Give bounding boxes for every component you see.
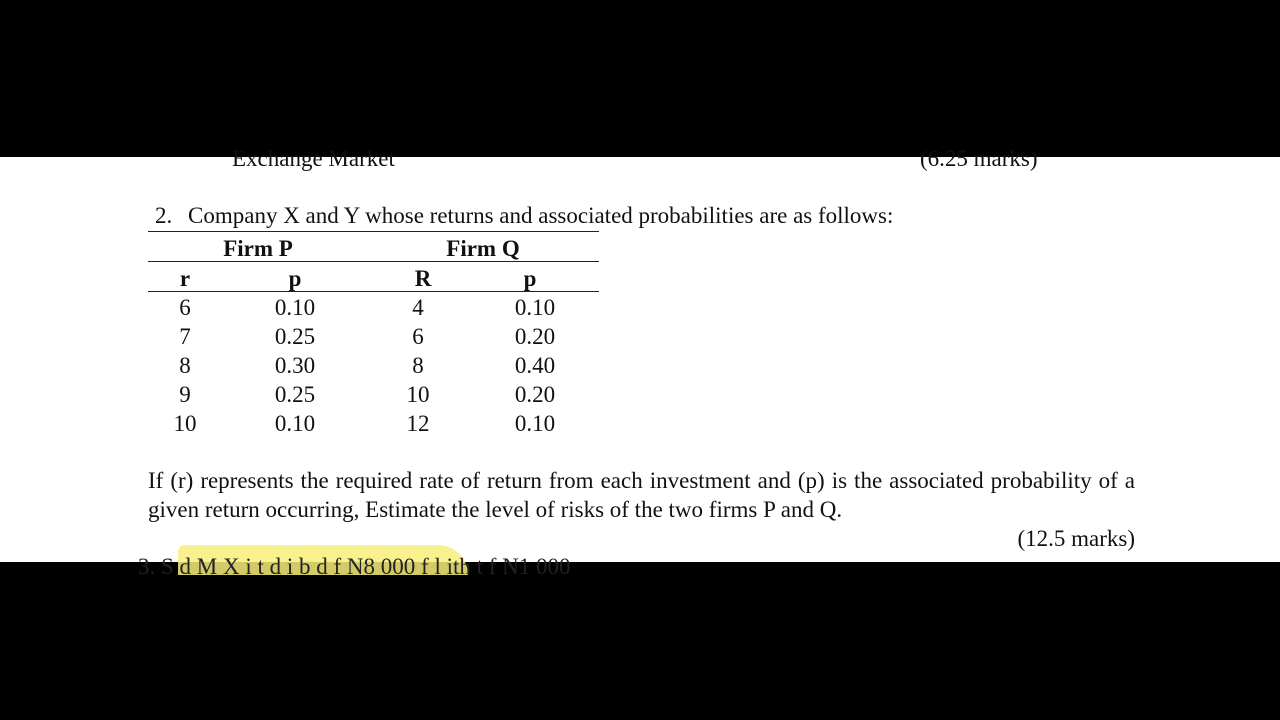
cell-p: 0.25 <box>274 324 316 349</box>
cell-p-q: 0.40 <box>514 353 556 378</box>
table-column-rule <box>148 291 599 292</box>
table-header-rule <box>148 261 599 262</box>
cell-p: 0.30 <box>274 353 316 378</box>
firm-q-header: Firm Q <box>446 236 520 261</box>
cell-big-r: 4 <box>412 295 424 320</box>
cell-p: 0.10 <box>274 295 316 320</box>
cell-big-r: 6 <box>412 324 424 349</box>
next-question-partial: 3. S d M X i t d i b d f N8 000 f l ith t f N1 000 <box>138 554 571 579</box>
cell-r: 7 <box>179 324 191 349</box>
cell-r: 10 <box>173 411 197 436</box>
table-top-rule <box>148 231 599 232</box>
cell-r: 8 <box>179 353 191 378</box>
question-marks: (12.5 marks) <box>1017 526 1135 551</box>
column-header-p-q: p <box>523 266 537 291</box>
cell-r: 9 <box>179 382 191 407</box>
cell-big-r: 12 <box>406 411 430 436</box>
cell-p-q: 0.10 <box>514 295 556 320</box>
cell-big-r: 8 <box>412 353 424 378</box>
question-text: Company X and Y whose returns and associated probabilities are as follows: <box>188 203 894 228</box>
previous-question-tail: Exchange Market <box>232 146 395 171</box>
cell-big-r: 10 <box>406 382 430 407</box>
cell-p-q: 0.20 <box>514 382 556 407</box>
previous-question-marks: (6.25 marks) <box>920 146 1038 171</box>
cell-p: 0.10 <box>274 411 316 436</box>
column-header-big-r: R <box>414 266 432 291</box>
column-header-r: r <box>179 266 191 291</box>
question-heading <box>155 203 893 229</box>
column-header-p: p <box>288 266 302 291</box>
document-page <box>0 146 1280 579</box>
question-number: 2. <box>155 203 173 228</box>
cell-p-q: 0.20 <box>514 324 556 349</box>
cell-p-q: 0.10 <box>514 411 556 436</box>
cell-r: 6 <box>179 295 191 320</box>
firm-p-header: Firm P <box>223 236 293 261</box>
cell-p: 0.25 <box>274 382 316 407</box>
question-instruction: If (r) represents the required rate of return from each investment and (p) is the associated probability of a given return occurring, Estimate the level of risks of the two firms P and Q. <box>148 468 1135 522</box>
